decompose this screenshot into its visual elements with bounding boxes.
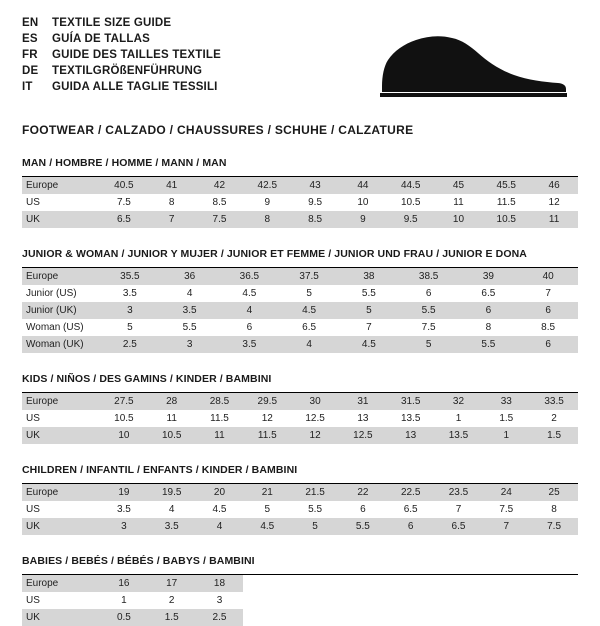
cell-empty xyxy=(435,609,483,626)
table-row xyxy=(22,268,578,285)
cell: 1 xyxy=(435,410,483,427)
cell: 33 xyxy=(482,393,530,410)
cell: 3.5 xyxy=(100,285,160,302)
language-row xyxy=(22,48,221,62)
row-label: US xyxy=(22,501,100,518)
cell: 29.5 xyxy=(243,393,291,410)
cell: 1.5 xyxy=(482,410,530,427)
cell-empty xyxy=(243,609,291,626)
cell: 6 xyxy=(399,285,459,302)
cell: 19.5 xyxy=(148,484,196,501)
cell: 31.5 xyxy=(387,393,435,410)
cell: 10.5 xyxy=(387,194,435,211)
cell: 3.5 xyxy=(160,302,220,319)
cell: 3 xyxy=(196,592,244,609)
language-code: EN xyxy=(22,17,39,29)
cell: 4 xyxy=(279,336,339,353)
table-row xyxy=(22,285,578,302)
cell-empty xyxy=(435,592,483,609)
cell: 6 xyxy=(518,336,578,353)
cell: 43 xyxy=(291,177,339,194)
table-row xyxy=(22,501,578,518)
cell: 36 xyxy=(160,268,220,285)
cell: 12.5 xyxy=(291,410,339,427)
size-group-kids xyxy=(22,373,578,444)
cell-empty xyxy=(530,575,578,592)
cell: 6 xyxy=(459,302,519,319)
cell: 12.5 xyxy=(339,427,387,444)
cell: 8 xyxy=(148,194,196,211)
cell: 41 xyxy=(148,177,196,194)
table-row xyxy=(22,518,578,535)
cell: 39 xyxy=(459,268,519,285)
cell: 3.5 xyxy=(100,501,148,518)
cell-empty xyxy=(339,609,387,626)
cell: 28.5 xyxy=(196,393,244,410)
cell: 28 xyxy=(148,393,196,410)
cell: 5 xyxy=(279,285,339,302)
cell: 8.5 xyxy=(291,211,339,228)
cell: 6 xyxy=(339,501,387,518)
cell: 9 xyxy=(243,194,291,211)
cell: 7.5 xyxy=(196,211,244,228)
size-table-kids xyxy=(22,393,578,444)
cell: 37.5 xyxy=(279,268,339,285)
cell: 6.5 xyxy=(387,501,435,518)
row-label: Europe xyxy=(22,484,100,501)
row-label: US xyxy=(22,592,100,609)
cell: 6 xyxy=(518,302,578,319)
cell: 4 xyxy=(220,302,280,319)
language-title: GUÍA DE TALLAS xyxy=(52,33,150,45)
language-code: ES xyxy=(22,33,38,45)
cell: 17 xyxy=(148,575,196,592)
language-code: IT xyxy=(22,81,33,93)
cell: 40 xyxy=(518,268,578,285)
size-table-babies xyxy=(22,575,578,626)
size-table-children xyxy=(22,484,578,535)
row-label: UK xyxy=(22,211,100,228)
cell: 5 xyxy=(399,336,459,353)
group-heading: KIDS / NIÑOS / DES GAMINS / KINDER / BAMBINI xyxy=(22,373,272,385)
cell: 45.5 xyxy=(482,177,530,194)
cell: 13 xyxy=(339,410,387,427)
cell: 7 xyxy=(148,211,196,228)
cell: 11.5 xyxy=(482,194,530,211)
cell: 18 xyxy=(196,575,244,592)
cell-empty xyxy=(435,575,483,592)
cell: 30 xyxy=(291,393,339,410)
cell: 12 xyxy=(243,410,291,427)
table-row xyxy=(22,609,578,626)
row-label: UK xyxy=(22,427,100,444)
cell: 7.5 xyxy=(530,518,578,535)
row-label: Europe xyxy=(22,575,100,592)
language-title-list xyxy=(22,16,221,94)
cell: 38.5 xyxy=(399,268,459,285)
cell-empty xyxy=(530,609,578,626)
cell: 10.5 xyxy=(482,211,530,228)
cell: 11 xyxy=(196,427,244,444)
cell: 10.5 xyxy=(148,427,196,444)
row-label: US xyxy=(22,410,100,427)
cell-empty xyxy=(291,609,339,626)
cell: 23.5 xyxy=(435,484,483,501)
size-table-junior-woman xyxy=(22,268,578,353)
language-title: TEXTILE SIZE GUIDE xyxy=(52,17,172,29)
cell: 6 xyxy=(220,319,280,336)
table-row xyxy=(22,592,578,609)
size-table-man xyxy=(22,177,578,228)
cell-empty xyxy=(291,592,339,609)
cell-empty xyxy=(482,592,530,609)
cell: 44 xyxy=(339,177,387,194)
cell: 5.5 xyxy=(399,302,459,319)
table-row xyxy=(22,211,578,228)
cell: 5.5 xyxy=(339,285,399,302)
table-row xyxy=(22,427,578,444)
row-label: Europe xyxy=(22,268,100,285)
cell: 5 xyxy=(291,518,339,535)
dress-shoe-icon xyxy=(378,30,568,105)
cell: 3.5 xyxy=(220,336,280,353)
table-row xyxy=(22,484,578,501)
cell-empty xyxy=(243,575,291,592)
cell: 19 xyxy=(100,484,148,501)
cell: 20 xyxy=(196,484,244,501)
row-label: Junior (US) xyxy=(22,285,100,302)
cell: 8.5 xyxy=(196,194,244,211)
cell: 5.5 xyxy=(291,501,339,518)
table-row xyxy=(22,393,578,410)
cell: 7 xyxy=(482,518,530,535)
cell: 16 xyxy=(100,575,148,592)
cell: 2.5 xyxy=(100,336,160,353)
cell: 0.5 xyxy=(100,609,148,626)
language-title: GUIDE DES TAILLES TEXTILE xyxy=(52,49,221,61)
language-row xyxy=(22,32,221,46)
table-row xyxy=(22,302,578,319)
cell: 46 xyxy=(530,177,578,194)
cell: 24 xyxy=(482,484,530,501)
cell: 1.5 xyxy=(148,609,196,626)
cell-empty xyxy=(243,592,291,609)
table-row xyxy=(22,319,578,336)
cell: 21 xyxy=(243,484,291,501)
cell: 25 xyxy=(530,484,578,501)
cell: 11 xyxy=(148,410,196,427)
cell: 2.5 xyxy=(196,609,244,626)
cell: 11.5 xyxy=(196,410,244,427)
cell-empty xyxy=(339,592,387,609)
table-row xyxy=(22,177,578,194)
cell-empty xyxy=(339,575,387,592)
cell: 4.5 xyxy=(243,518,291,535)
cell: 22.5 xyxy=(387,484,435,501)
cell: 22 xyxy=(339,484,387,501)
row-label: Europe xyxy=(22,177,100,194)
cell: 6.5 xyxy=(435,518,483,535)
cell: 3 xyxy=(100,518,148,535)
row-label: Woman (US) xyxy=(22,319,100,336)
cell: 21.5 xyxy=(291,484,339,501)
cell: 6.5 xyxy=(100,211,148,228)
cell: 7.5 xyxy=(100,194,148,211)
cell: 4.5 xyxy=(220,285,280,302)
cell-empty xyxy=(387,609,435,626)
cell: 4.5 xyxy=(196,501,244,518)
cell: 42 xyxy=(196,177,244,194)
row-label: UK xyxy=(22,609,100,626)
cell: 4 xyxy=(148,501,196,518)
cell: 31 xyxy=(339,393,387,410)
cell: 6.5 xyxy=(279,319,339,336)
row-label: UK xyxy=(22,518,100,535)
cell: 2 xyxy=(530,410,578,427)
document-header xyxy=(22,16,578,105)
group-heading: JUNIOR & WOMAN / JUNIOR Y MUJER / JUNIOR ET FEMME / JUNIOR UND FRAU / JUNIOR E DONA xyxy=(22,248,527,260)
cell: 8 xyxy=(530,501,578,518)
language-title: TEXTILGRÖßENFÜHRUNG xyxy=(52,65,203,77)
cell: 8.5 xyxy=(518,319,578,336)
language-code: DE xyxy=(22,65,39,77)
cell: 5 xyxy=(339,302,399,319)
cell: 33.5 xyxy=(530,393,578,410)
row-label: Junior (UK) xyxy=(22,302,100,319)
cell: 32 xyxy=(435,393,483,410)
cell: 11 xyxy=(530,211,578,228)
cell: 10 xyxy=(339,194,387,211)
cell: 1 xyxy=(482,427,530,444)
cell: 7 xyxy=(435,501,483,518)
group-heading: BABIES / BEBÉS / BÉBÉS / BABYS / BAMBINI xyxy=(22,555,255,567)
cell: 5 xyxy=(243,501,291,518)
cell: 12 xyxy=(530,194,578,211)
cell: 5.5 xyxy=(459,336,519,353)
table-row xyxy=(22,194,578,211)
cell: 27.5 xyxy=(100,393,148,410)
cell: 9 xyxy=(339,211,387,228)
cell: 4.5 xyxy=(279,302,339,319)
cell: 13 xyxy=(387,427,435,444)
cell: 4 xyxy=(196,518,244,535)
language-code: FR xyxy=(22,49,38,61)
cell: 36.5 xyxy=(220,268,280,285)
cell-empty xyxy=(291,575,339,592)
cell: 5 xyxy=(100,319,160,336)
cell-empty xyxy=(482,609,530,626)
size-group-babies xyxy=(22,555,578,626)
footwear-section-title: FOOTWEAR / CALZADO / CHAUSSURES / SCHUHE / CALZATURE xyxy=(22,123,414,137)
cell: 7.5 xyxy=(482,501,530,518)
cell: 6.5 xyxy=(459,285,519,302)
size-group-man xyxy=(22,157,578,228)
cell: 7 xyxy=(518,285,578,302)
row-label: Europe xyxy=(22,393,100,410)
cell: 13.5 xyxy=(435,427,483,444)
cell: 2 xyxy=(148,592,196,609)
language-row xyxy=(22,80,221,94)
cell: 13.5 xyxy=(387,410,435,427)
language-title: GUIDA ALLE TAGLIE TESSILI xyxy=(52,81,218,93)
cell: 1.5 xyxy=(530,427,578,444)
cell: 4.5 xyxy=(339,336,399,353)
cell: 11 xyxy=(435,194,483,211)
cell-empty xyxy=(482,575,530,592)
cell: 1 xyxy=(100,592,148,609)
table-row xyxy=(22,410,578,427)
cell: 9.5 xyxy=(291,194,339,211)
cell: 7.5 xyxy=(399,319,459,336)
cell: 6 xyxy=(387,518,435,535)
cell: 3 xyxy=(100,302,160,319)
cell: 38 xyxy=(339,268,399,285)
cell-empty xyxy=(530,592,578,609)
cell: 45 xyxy=(435,177,483,194)
cell-empty xyxy=(387,592,435,609)
language-row xyxy=(22,64,221,78)
cell: 4 xyxy=(160,285,220,302)
table-row xyxy=(22,336,578,353)
cell: 5.5 xyxy=(160,319,220,336)
cell: 11.5 xyxy=(243,427,291,444)
cell: 8 xyxy=(243,211,291,228)
size-group-junior-woman xyxy=(22,248,578,353)
group-heading: CHILDREN / INFANTIL / ENFANTS / KINDER / BAMBINI xyxy=(22,464,298,476)
cell-empty xyxy=(387,575,435,592)
row-label: US xyxy=(22,194,100,211)
cell: 9.5 xyxy=(387,211,435,228)
row-label: Woman (UK) xyxy=(22,336,100,353)
language-row xyxy=(22,16,221,30)
cell: 3 xyxy=(160,336,220,353)
group-heading: MAN / HOMBRE / HOMME / MANN / MAN xyxy=(22,157,227,169)
cell: 3.5 xyxy=(148,518,196,535)
cell: 5.5 xyxy=(339,518,387,535)
cell: 10.5 xyxy=(100,410,148,427)
size-group-children xyxy=(22,464,578,535)
cell: 8 xyxy=(459,319,519,336)
cell: 10 xyxy=(435,211,483,228)
cell: 7 xyxy=(339,319,399,336)
cell: 10 xyxy=(100,427,148,444)
table-row xyxy=(22,575,578,592)
cell: 44.5 xyxy=(387,177,435,194)
cell: 35.5 xyxy=(100,268,160,285)
cell: 12 xyxy=(291,427,339,444)
cell: 40.5 xyxy=(100,177,148,194)
cell: 42.5 xyxy=(243,177,291,194)
